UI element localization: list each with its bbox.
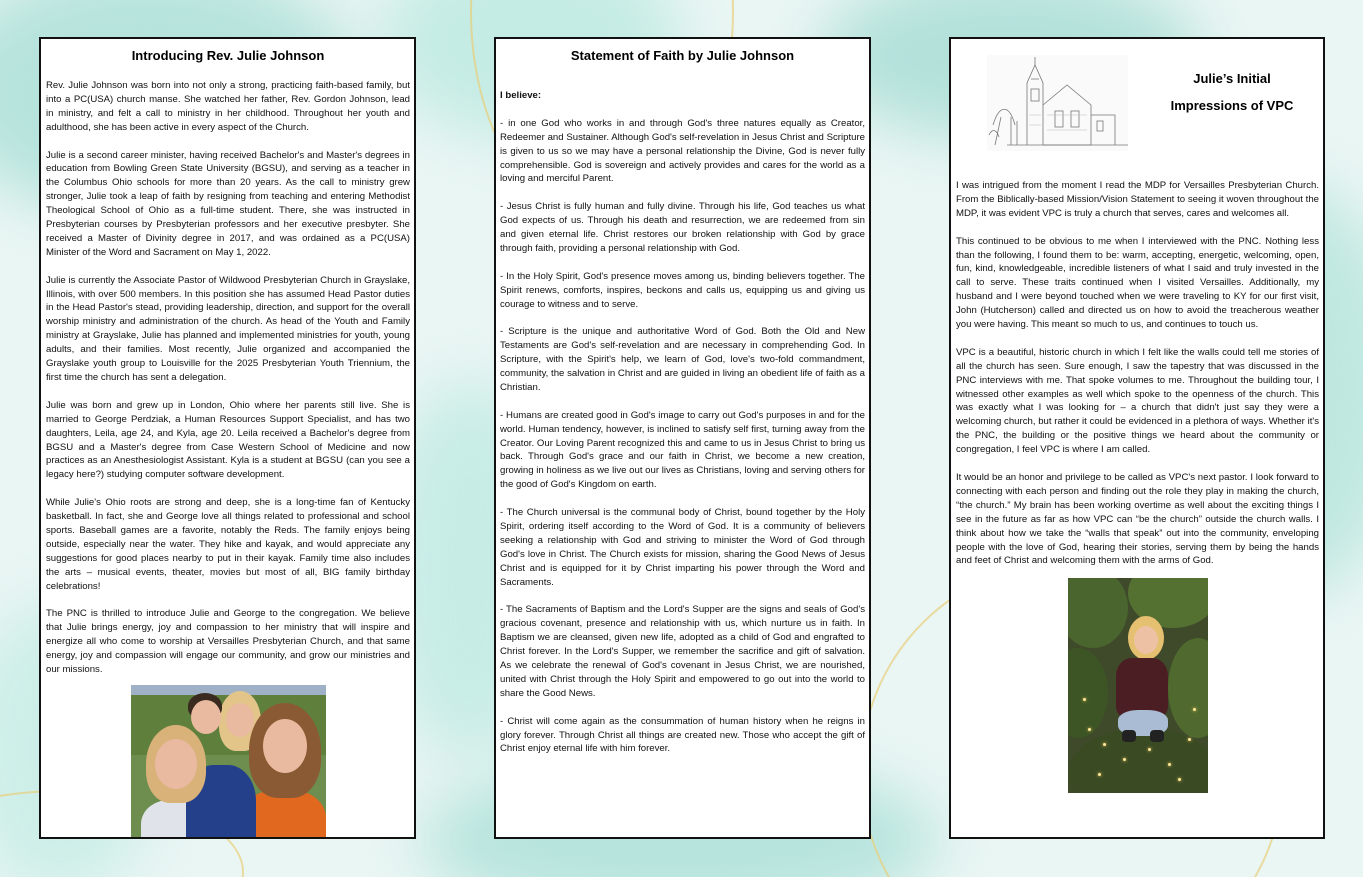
intro-paragraph: Julie is a second career minister, having received Bachelor's and Master's degrees in education from Bowling Green State University (BGSU), and serving as a teacher in the Columbus Ohio schools for more than 20 years. As the call to ministry grew stronger, Julie took a leap of faith by resigning from teaching and entering Methodist Theological School of Ohio as a full-time student. There, she was instructed in Presbyterian courses by Presbyterian professors and her executive presbyter. She received a Master of Divinity degree in 2017, and was ordained as a PC(USA) Minister of the Word and Sacrament on May 1, 2022. xyxy=(46,149,410,258)
faith-paragraph: - Scripture is the unique and authoritative Word of God. Both the Old and New Testaments are God's self-revelation and are necessary in comprehending God. In Scripture, with the Spirit's help, we learn of God, love's two-fold commandment, community, the salvation in Christ and are guided in living an obedient life of faith as a Christian. xyxy=(500,326,865,393)
faith-title: Statement of Faith by Julie Johnson xyxy=(570,48,795,63)
faith-paragraph: - in one God who works in and through God's three natures equally as Creator, Redeemer and Sustainer. Although God's self-revelation in Jesus Christ and Scripture is given to us so we may have a personal relationship the Divine, God is never fully comprehensible. God is sovereign and actively provides and cares for the world as a loving and merciful Parent. xyxy=(500,117,865,185)
intro-title: Introducing Rev. Julie Johnson xyxy=(131,48,325,63)
church-sketch-image xyxy=(987,55,1128,151)
statement-of-faith-panel xyxy=(494,37,871,839)
faith-paragraph: - Humans are created good in God's image to carry out God's purposes in and for the world. Human tendency, however, is inclined to satisfy self first, turning away from the Creator. Our Loving Parent recognized this and came to us in Jesus Christ to bring us back. Through God's grace and our faith in Christ, we become a new creation, growing in holiness as we live out our lives as Christians, loving and serving others for the good of God's Kingdom on earth. xyxy=(500,409,865,491)
faith-paragraph: - The Church universal is the communal body of Christ, bound together by the Holy Spirit, ordering itself according to the Word of God. It is a community of believers seeking a relationship with God and striving to minister the Word of God through God's love in Christ. The Church exists for mission, sharing the Good News of Jesus Christ and is equipped for it by Christ imparting his power through the Word and Sacraments. xyxy=(500,507,865,588)
family-photo xyxy=(131,685,326,839)
faith-paragraph: - Christ will come again as the consummation of human history when he reigns in glory forever. Through Christ all things are created new. Those who accept the gift of Christ enjoy eternal life with him forever. xyxy=(500,715,865,755)
faith-paragraph: - Jesus Christ is fully human and fully divine. Through his life, God teaches us what God expects of us. Through his death and resurrection, we are redeemed from sin and given eternal life. Christ restores our broken relationship with God by grace through faith, providing a personal relationship with God. xyxy=(500,201,865,254)
faith-paragraph: - In the Holy Spirit, God's presence moves among us, binding believers together. The Spirit renews, comforts, inspires, beckons and calls us, equipping us and giving us courage to witness and to serve. xyxy=(500,270,865,310)
impressions-title-line2: Impressions of VPC xyxy=(1170,98,1294,113)
impressions-paragraph: I was intrigued from the moment I read the MDP for Versailles Presbyterian Church. From the Biblically-based Mission/Vision Statement to seeing it woven throughout the MDP, it was evident VPC is truly a church that serves, cares and welcomes all. xyxy=(956,180,1319,219)
intro-panel xyxy=(39,37,416,839)
faith-paragraph: - The Sacraments of Baptism and the Lord's Supper are the signs and seals of God's gracious covenant, presence and relationship with us, which nurture us in faith. In Baptism we are cleansed, given new life, adopted as a child of God and engrafted to Christ forever. In the Lord's Supper, we remember the sacrifice and gift of salvation. As we celebrate the renewal of God's covenant in Jesus Christ, we are nourished, united with Christ through the Holy Spirit and empowered to go out into the world to share the Good News. xyxy=(500,604,865,699)
intro-paragraph: Julie is currently the Associate Pastor of Wildwood Presbyterian Church in Grayslake, Illinois, with over 500 members. In this position she has assumed Head Pastor duties in the Head Pastor's stead, providing leadership, direction, and support for the overall worship ministry and administration of the church. As head of the Youth and Family ministry at Grayslake, Julie has planned and implemented ministries for youth, young adults, and their families. Most recently, Julie organized and accompanied the Grayslake youth group to Louisville for the 2025 Presbyterian Youth Triennium, the first time the church has sent a delegation. xyxy=(46,274,410,383)
pastor-photo xyxy=(1068,578,1208,793)
impressions-paragraph: This continued to be obvious to me when I interviewed with the PNC. Nothing less than the following, I found them to be: warm, accepting, energetic, welcoming, open, fun, kind, knowledgeable, incredible listeners of what I said and truly invested in the call to serve. These traits continued when I visited Versailles. Additionally, my husband and I were beyond touched when we were traveling to KY for our first visit, John (Hutcherson) called and directed us on how to avoid the treacherous weather you were having. This meant so much to us, and continues to touch us. xyxy=(956,235,1319,331)
impressions-title-line1: Julie’s Initial xyxy=(1193,71,1271,86)
intro-paragraph: Julie was born and grew up in London, Ohio where her parents still live. She is married to George Perdziak, a Human Resources Support Specialist, and has two daughters, Leila, age 24, and Kyla, age 20. Leila received a Bachelor's degree from BGSU and a Master's degree from Case Western School of Medicine and now practices as an Anesthesiologist Assistant. Kyla is a student at BGSU (can you see a legacy here?) studying computer software development. xyxy=(46,399,410,481)
impressions-paragraph: VPC is a beautiful, historic church in which I felt like the walls could tell me stories of all the church has seen. Sure enough, I saw the tapestry that was discussed in the PNC interviews with me. That spoke volumes to me. Throughout the building tour, I witnessed other examples as well which spoke to the openness of the church. This was exactly what I was looking for – a church that didn't just say they were a welcoming church, but rather it could be evidenced in a plethora of ways. Whether it's the PNC, the building or the positive things we heard about the community or congregation, I feel VPC is where I am called. xyxy=(956,346,1319,456)
intro-paragraph: While Julie's Ohio roots are strong and deep, she is a long-time fan of Kentucky basketball. In fact, she and George love all things related to professional and school sports. Baseball games are a favorite, notably the Reds. The family enjoys being outside, especially near the water. They hike and kayak, and would appreciate any suggestions for good places nearby to put in their kayak. Family time also includes the arts – musical events, theater, movies but most of all, BIG family birthday celebrations! xyxy=(46,497,410,592)
impressions-paragraph: It would be an honor and privilege to be called as VPC's next pastor. I look forward to connecting with each person and finding out the role they play in making the church, “the church.” My brain has been working overtime as well about the exciting things I see in the future as far as how VPC can “be the church” outside the church walls. I think about how we take the “walls that speak” out into the community, enveloping people with the love of God, hearing their stories, serving them by being the hands and feet of Christ and welcoming them with the arms of God. xyxy=(956,471,1319,567)
intro-paragraph: The PNC is thrilled to introduce Julie and George to the congregation. We believe that Julie brings energy, joy and compassion to her ministry that will inspire and energize all who come to worship at Versailles Presbyterian Church, and that same energy, joy and compassion will engage our community, and grow our ministries and our missions. xyxy=(46,608,410,675)
intro-paragraph: Rev. Julie Johnson was born into not only a strong, practicing faith-based family, but into a PC(USA) church manse. She watched her father, Rev. Gordon Johnson, lead in ministry, and felt a call to ministry in her childhood. Throughout her youth and adulthood, she has been active in every aspect of the Church. xyxy=(46,80,410,133)
faith-intro: I believe: xyxy=(500,90,542,101)
impressions-panel xyxy=(949,37,1325,839)
